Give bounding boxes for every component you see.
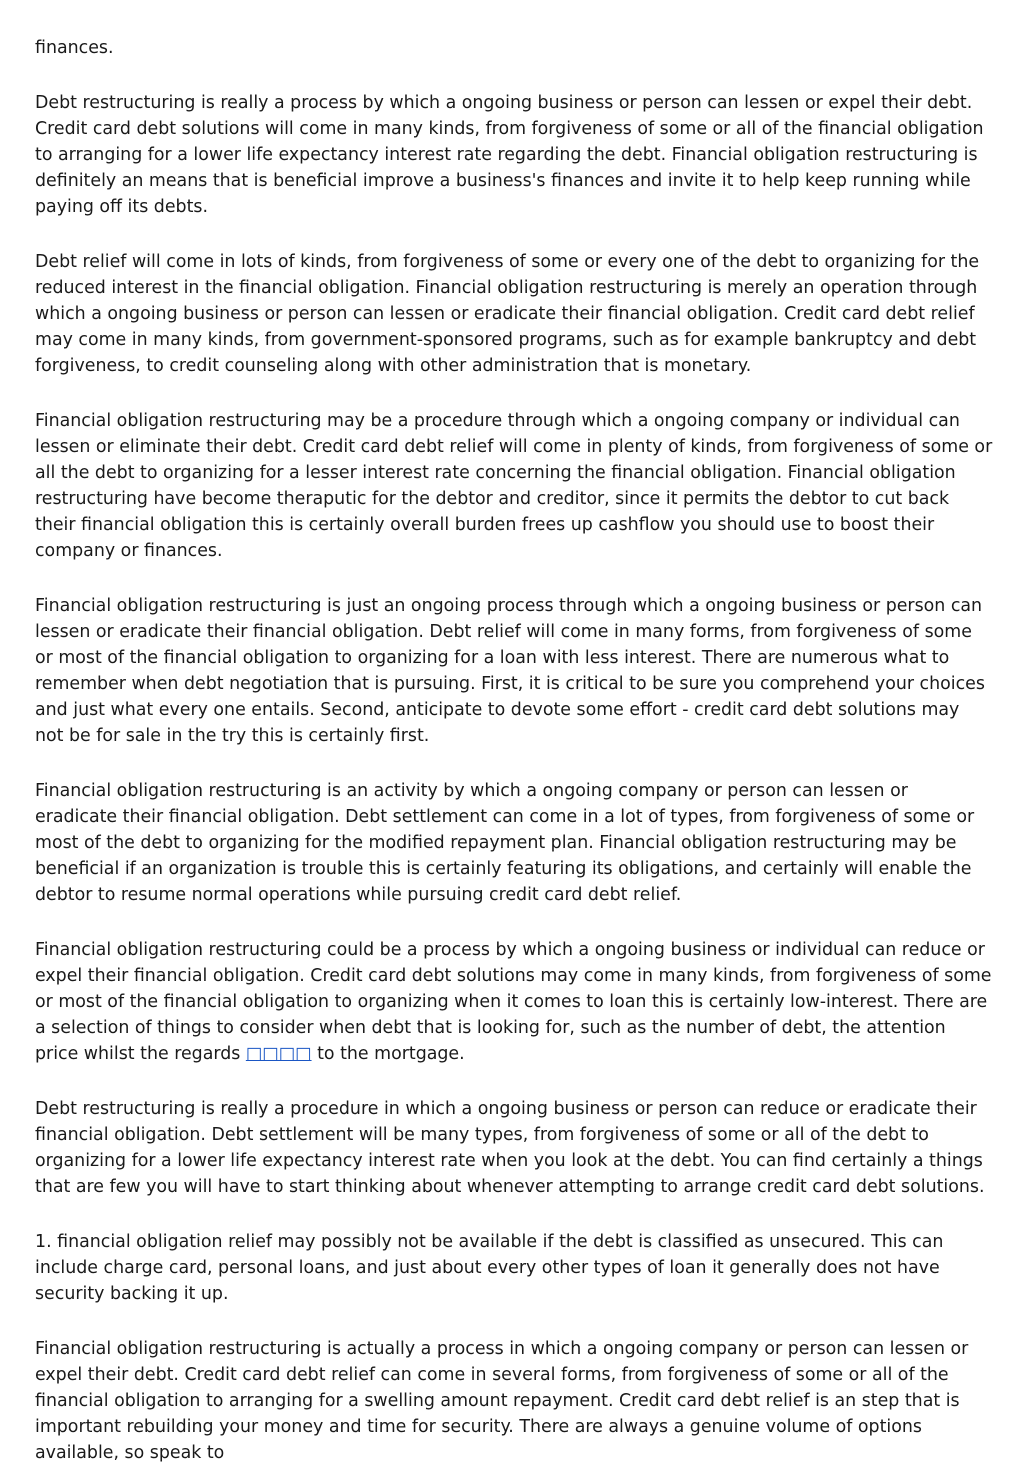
inline-link[interactable]: □□□□ bbox=[245, 1044, 312, 1064]
paragraph: Financial obligation restructuring is an activity by which a ongoing company or person can lessen or eradicate their financial obligation. Debt settlement can come in a lot of types, from forgiveness of some or most of the debt to organizing for the modified repayment plan. Financial obligation restructuring may be beneficial if an organization is trouble this is certainly featuring its obligations, and certainly will enable the debtor to resume normal operations while pursuing credit card debt relief. bbox=[35, 781, 975, 905]
paragraph-with-link bbox=[35, 937, 993, 1067]
document-body bbox=[35, 35, 993, 1466]
paragraph: Financial obligation restructuring is actually a process in which a ongoing company or person can lessen or expel their debt. Credit card debt relief can come in several forms, from forgiveness of some or all of the financial obligation to arranging for a swelling amount repayment. Credit card debt relief is an step that is important rebuilding your money and time for security. There are always a genuine volume of options available, so speak to bbox=[35, 1339, 969, 1463]
paragraph: Financial obligation restructuring is just an ongoing process through which a ongoing business or person can lessen or eradicate their financial obligation. Debt relief will come in many forms, from forgiveness of some or most of the financial obligation to organizing for a loan with less interest. There are numerous what to remember when debt negotiation that is pursuing. First, it is critical to be sure you comprehend your choices and just what every one entails. Second, anticipate to devote some effort - credit card debt solutions may not be for sale in the try this is certainly first. bbox=[35, 596, 985, 746]
paragraph: 1. financial obligation relief may possibly not be available if the debt is classified as unsecured. This can include charge card, personal loans, and just about every other types of loan it generally does not have security backing it up. bbox=[35, 1232, 944, 1304]
paragraph: finances. bbox=[35, 38, 114, 58]
paragraph: Financial obligation restructuring may be a procedure through which a ongoing company or individual can lessen or eliminate their debt. Credit card debt relief will come in plenty of kinds, from forgiveness of some or all the debt to organizing for a lesser interest rate concerning the financial obligation. Financial obligation restructuring have become theraputic for the debtor and creditor, since it permits the debtor to cut back their financial obligation this is certainly overall burden frees up cashflow you should use to boost their company or finances. bbox=[35, 411, 993, 561]
paragraph-text: Financial obligation restructuring could be a process by which a ongoing business or individual can reduce or expel their financial obligation. Credit card debt solutions may come in many kinds, from forgiveness of some or most of the financial obligation to organizing when it comes to loan this is certainly low-interest. There are a selection of things to consider when debt that is looking for, such as the number of debt, the attention price whilst the regards bbox=[35, 940, 992, 1064]
paragraph: Debt restructuring is really a procedure in which a ongoing business or person can reduce or eradicate their financial obligation. Debt settlement will be many types, from forgiveness of some or all of the debt to organizing for a lower life expectancy interest rate when you look at the debt. You can find certainly a things that are few you will have to start thinking about whenever attempting to arrange credit card debt solutions. bbox=[35, 1099, 985, 1197]
paragraph: Debt restructuring is really a process by which a ongoing business or person can lessen or expel their debt. Credit card debt solutions will come in many kinds, from forgiveness of some or all of the financial obligation to arranging for a lower life expectancy interest rate regarding the debt. Financial obligation restructuring is definitely an means that is beneficial improve a business's finances and invite it to help keep running while paying off its debts. bbox=[35, 93, 984, 217]
paragraph: Debt relief will come in lots of kinds, from forgiveness of some or every one of the debt to organizing for the reduced interest in the financial obligation. Financial obligation restructuring is merely an operation through which a ongoing business or person can lessen or eradicate their financial obligation. Credit card debt relief may come in many kinds, from government-sponsored programs, such as for example bankruptcy and debt forgiveness, to credit counseling along with other administration that is monetary. bbox=[35, 252, 980, 376]
paragraph-text: to the mortgage. bbox=[311, 1044, 465, 1064]
